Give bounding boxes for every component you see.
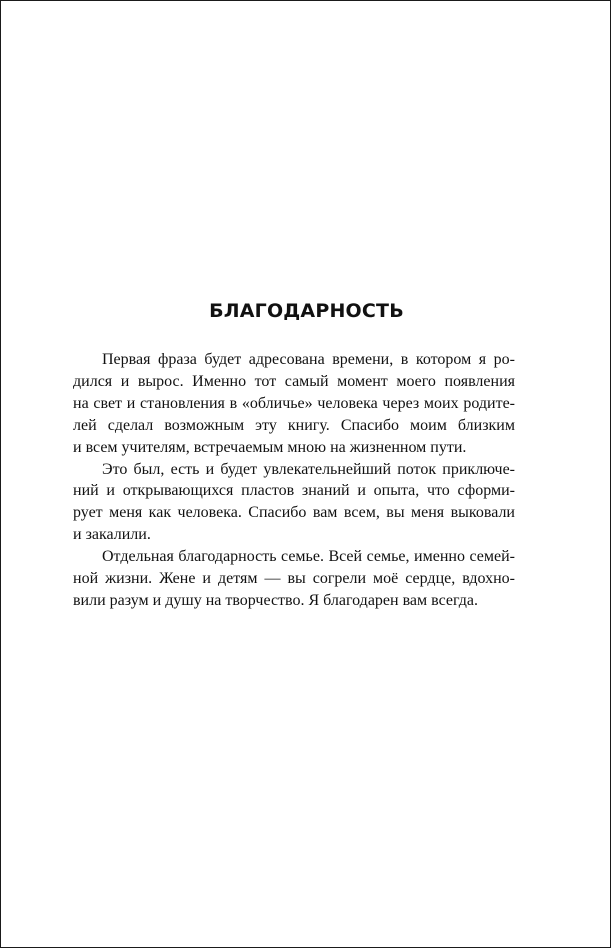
text-line: ний и открывающихся пластов знаний и опыта, что сформи-	[73, 482, 515, 500]
text-line: и всем учителям, встречаемым мною на жизненном пути.	[73, 438, 467, 456]
text-line: дился и вырос. Именно тот самый момент моего появления	[73, 372, 515, 390]
text-line: и закалили.	[73, 526, 151, 544]
text-line: рует меня как человека. Спасибо вам всем, вы меня выковали	[73, 504, 515, 522]
acknowledgements-text	[73, 349, 515, 612]
text-line: Это был, есть и будет увлекательнейший поток приключе-	[102, 460, 515, 478]
page-title: БЛАГОДАРНОСТЬ	[209, 300, 404, 322]
paragraph-1	[73, 349, 515, 459]
paragraph-2	[73, 459, 515, 547]
paragraph-3	[73, 546, 515, 612]
text-line: вили разум и душу на творчество. Я благодарен вам всегда.	[73, 591, 479, 609]
text-line: на свет и становления в «обличье» человека через моих родите-	[73, 394, 515, 412]
text-line: Первая фраза будет адресована времени, в котором я ро-	[102, 351, 515, 368]
text-line: ной жизни. Жене и детям — вы согрели моё сердце, вдохно-	[73, 570, 515, 588]
text-line: лей сделал возможным эту книгу. Спасибо моим близким	[73, 416, 515, 434]
text-line: Отдельная благодарность семье. Всей семье, именно семей-	[102, 548, 515, 566]
